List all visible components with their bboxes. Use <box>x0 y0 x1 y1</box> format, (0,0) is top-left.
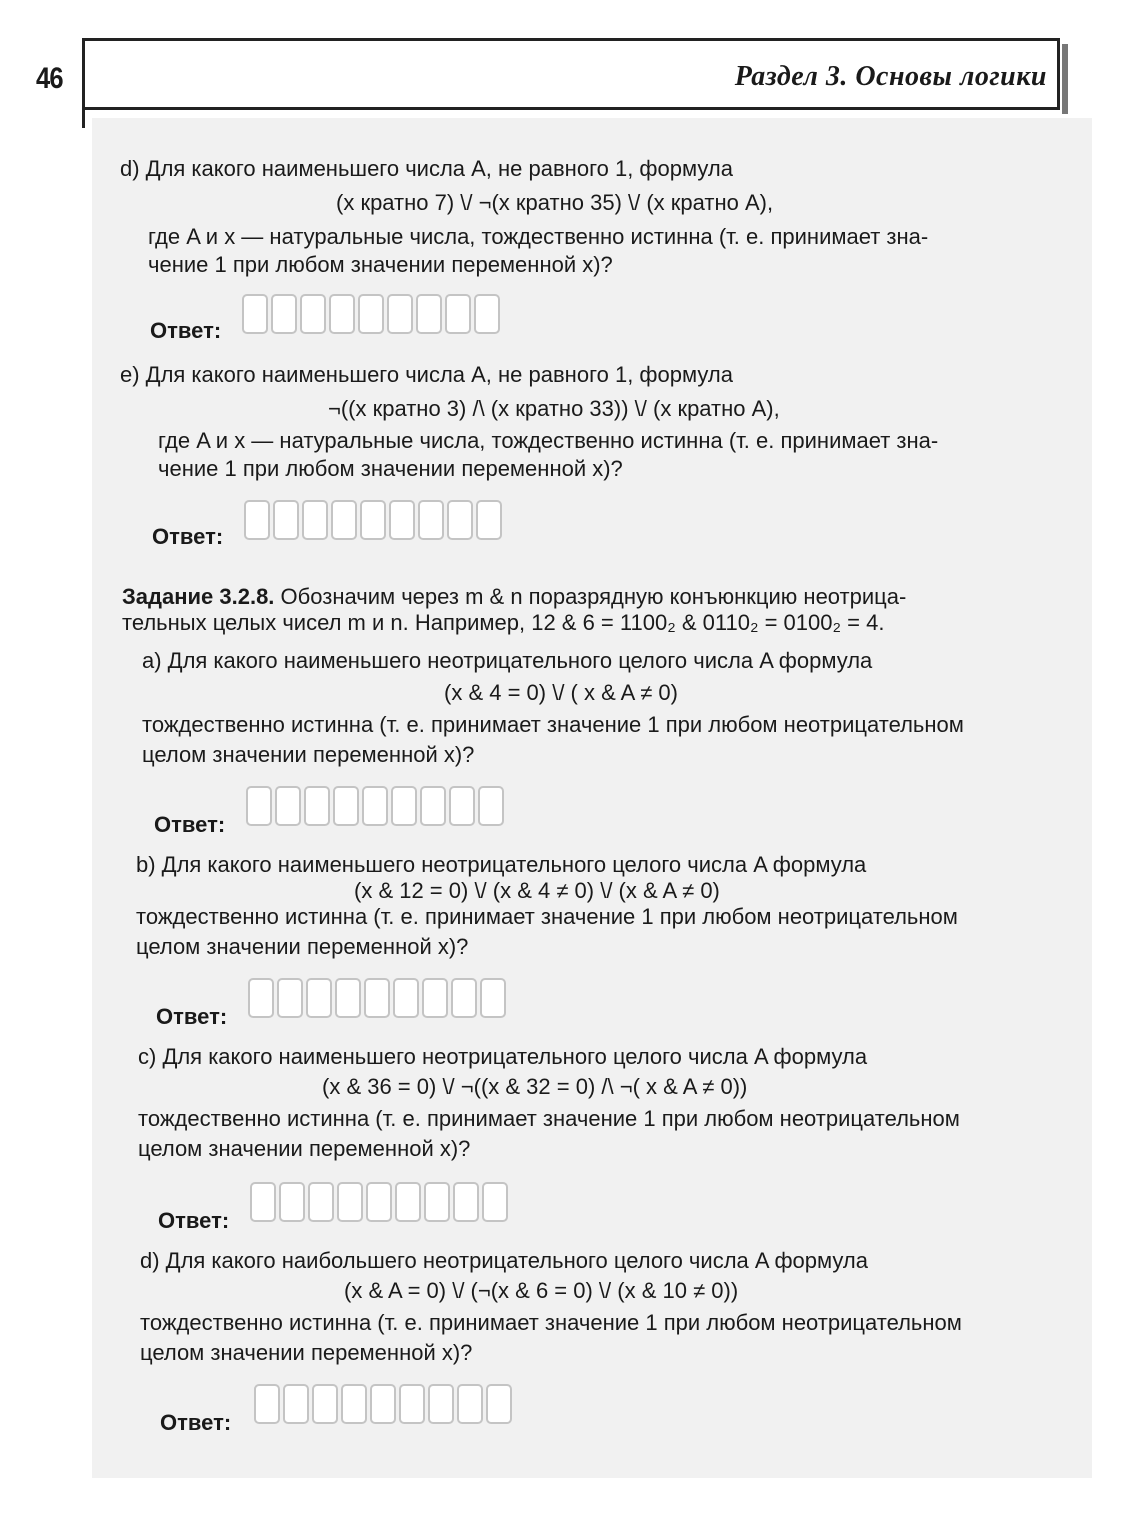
task-d-new-line3: целом значении переменной x)? <box>140 1340 473 1365</box>
section-title: Раздел 3. Основы логики <box>734 61 1047 92</box>
task-d-new-line1: d) Для какого наибольшего неотрицательного целого числа A формула <box>140 1248 868 1273</box>
answer-label-d-prev: Ответ: <box>150 318 222 343</box>
task-b-line1: b) Для какого наименьшего неотрицательного целого числа A формула <box>136 852 867 877</box>
task-328-intro2: тельных целых чисел m и n. Например, 12 & 6 = 1100₂ & 0110₂ = 0100₂ = 4. <box>122 610 885 635</box>
task-b-formula: (x & 12 = 0) \/ (x & 4 ≠ 0) \/ (x & A ≠ 0) <box>354 878 720 903</box>
task-e-line3: чение 1 при любом значении переменной x)? <box>158 456 623 481</box>
task-a-formula: (x & 4 = 0) \/ ( x & A ≠ 0) <box>444 680 678 705</box>
answer-cell[interactable] <box>329 294 355 334</box>
task-e-formula: ¬((x кратно 3) /\ (x кратно 33)) \/ (x кратно A), <box>328 396 780 421</box>
task-d-line3: чение 1 при любом значении переменной x)? <box>148 252 613 277</box>
answer-cell[interactable] <box>428 1384 454 1424</box>
task-c-line2: тождественно истинна (т. е. принимает значение 1 при любом неотрицательном <box>138 1106 960 1131</box>
answer-cell[interactable] <box>418 500 444 540</box>
task-d-line2: где A и x — натуральные числа, тождественно истинна (т. е. принимает зна- <box>148 224 929 249</box>
answer-cell[interactable] <box>277 978 303 1018</box>
answer-cell[interactable] <box>416 294 442 334</box>
answer-cell[interactable] <box>250 1182 276 1222</box>
answer-boxes-b[interactable] <box>248 978 509 1020</box>
answer-cell[interactable] <box>478 786 504 826</box>
answer-cell[interactable] <box>341 1384 367 1424</box>
answer-cell[interactable] <box>331 500 357 540</box>
task-b-line3: целом значении переменной x)? <box>136 934 469 959</box>
header-shadow <box>1062 44 1068 114</box>
task-e-line1: e) Для какого наименьшего числа A, не равного 1, формула <box>120 362 733 387</box>
answer-cell[interactable] <box>360 500 386 540</box>
task-a-line2: тождественно истинна (т. е. принимает значение 1 при любом неотрицательном <box>142 712 964 737</box>
answer-cell[interactable] <box>300 294 326 334</box>
answer-cell[interactable] <box>248 978 274 1018</box>
answer-cell[interactable] <box>246 786 272 826</box>
answer-boxes-c[interactable] <box>250 1182 511 1224</box>
answer-cell[interactable] <box>279 1182 305 1222</box>
answer-cell[interactable] <box>358 294 384 334</box>
task-c-line3: целом значении переменной x)? <box>138 1136 471 1161</box>
answer-cell[interactable] <box>476 500 502 540</box>
answer-cell[interactable] <box>482 1182 508 1222</box>
answer-label-c: Ответ: <box>158 1208 230 1233</box>
answer-cell[interactable] <box>399 1384 425 1424</box>
task-d-formula: (x кратно 7) \/ ¬(x кратно 35) \/ (x кратно A), <box>336 190 774 215</box>
answer-cell[interactable] <box>391 786 417 826</box>
task-d-line1: d) Для какого наименьшего числа A, не равного 1, формула <box>120 156 733 181</box>
page-number: 46 <box>36 62 63 95</box>
answer-cell[interactable] <box>445 294 471 334</box>
answer-cell[interactable] <box>447 500 473 540</box>
section-header <box>82 38 1060 110</box>
answer-cell[interactable] <box>362 786 388 826</box>
answer-cell[interactable] <box>308 1182 334 1222</box>
task-c-formula: (x & 36 = 0) \/ ¬((x & 32 = 0) /\ ¬( x & A ≠ 0)) <box>322 1074 748 1099</box>
task-a-line1: a) Для какого наименьшего неотрицательного целого числа A формула <box>142 648 873 673</box>
answer-cell[interactable] <box>271 294 297 334</box>
answer-cell[interactable] <box>451 978 477 1018</box>
answer-label-a: Ответ: <box>154 812 226 837</box>
answer-cell[interactable] <box>304 786 330 826</box>
task-328-heading: Задание 3.2.8. <box>122 584 275 609</box>
answer-cell[interactable] <box>387 294 413 334</box>
task-328-intro1-rest: Обозначим через m & n поразрядную конъюнкцию неотрица- <box>280 584 907 609</box>
answer-cell[interactable] <box>393 978 419 1018</box>
answer-boxes-d-prev[interactable] <box>242 294 503 336</box>
answer-cell[interactable] <box>366 1182 392 1222</box>
answer-cell[interactable] <box>244 500 270 540</box>
answer-cell[interactable] <box>302 500 328 540</box>
answer-cell[interactable] <box>254 1384 280 1424</box>
answer-cell[interactable] <box>275 786 301 826</box>
answer-boxes-e-prev[interactable] <box>244 500 505 542</box>
left-rule <box>82 110 85 128</box>
answer-cell[interactable] <box>420 786 446 826</box>
answer-label-b: Ответ: <box>156 1004 228 1029</box>
answer-cell[interactable] <box>449 786 475 826</box>
task-d-new-line2: тождественно истинна (т. е. принимает значение 1 при любом неотрицательном <box>140 1310 962 1335</box>
answer-cell[interactable] <box>333 786 359 826</box>
answer-cell[interactable] <box>370 1384 396 1424</box>
answer-cell[interactable] <box>486 1384 512 1424</box>
answer-cell[interactable] <box>273 500 299 540</box>
answer-cell[interactable] <box>242 294 268 334</box>
answer-label-d-new: Ответ: <box>160 1410 232 1435</box>
answer-cell[interactable] <box>283 1384 309 1424</box>
task-a-line3: целом значении переменной x)? <box>142 742 475 767</box>
answer-cell[interactable] <box>312 1384 338 1424</box>
task-b-line2: тождественно истинна (т. е. принимает значение 1 при любом неотрицательном <box>136 904 958 929</box>
task-328-intro1 <box>122 584 906 610</box>
answer-cell[interactable] <box>480 978 506 1018</box>
answer-boxes-d-new[interactable] <box>254 1384 515 1426</box>
answer-cell[interactable] <box>364 978 390 1018</box>
answer-cell[interactable] <box>337 1182 363 1222</box>
task-e-line2: где A и x — натуральные числа, тождественно истинна (т. е. принимает зна- <box>158 428 939 453</box>
answer-cell[interactable] <box>395 1182 421 1222</box>
answer-cell[interactable] <box>424 1182 450 1222</box>
answer-cell[interactable] <box>457 1384 483 1424</box>
answer-cell[interactable] <box>335 978 361 1018</box>
answer-cell[interactable] <box>474 294 500 334</box>
task-c-line1: c) Для какого наименьшего неотрицательного целого числа A формула <box>138 1044 868 1069</box>
answer-cell[interactable] <box>422 978 448 1018</box>
answer-cell[interactable] <box>389 500 415 540</box>
answer-cell[interactable] <box>453 1182 479 1222</box>
answer-cell[interactable] <box>306 978 332 1018</box>
answer-boxes-a[interactable] <box>246 786 507 828</box>
answer-label-e-prev: Ответ: <box>152 524 224 549</box>
task-d-new-formula: (x & A = 0) \/ (¬(x & 6 = 0) \/ (x & 10 ≠ 0)) <box>344 1278 739 1303</box>
